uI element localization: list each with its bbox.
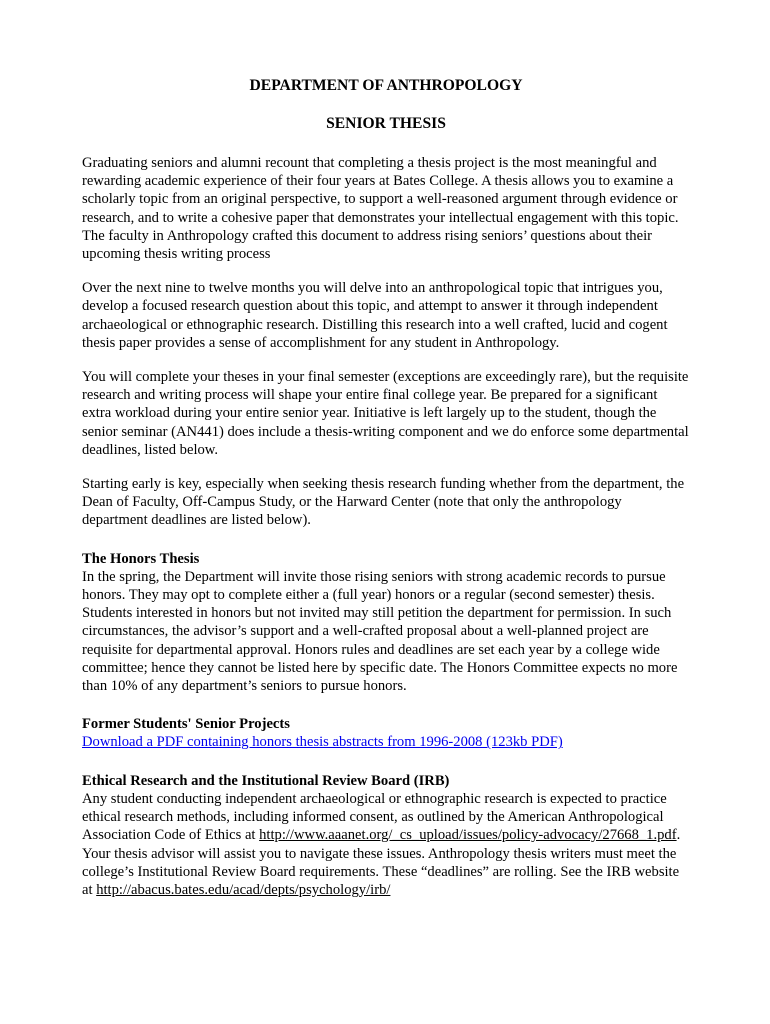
honors-section — [82, 550, 690, 696]
former-projects-heading: Former Students' Senior Projects — [82, 716, 290, 733]
former-projects-section — [82, 715, 690, 751]
honors-body: In the spring, the Department will invite those rising seniors with strong academic records to pursue honors. They may opt to complete either a (full year) honors or a regular (second semester) thesis. Students interested in honors but not invited may still petition the department for permission. In such circumstances, the advisor’s support and a well-crafted proposal about a well-planned project are requisite for departmental approval. Honors rules and deadlines are set each year by a college wide committee; hence they cannot be listed here by specific date. The Honors Committee expects no more than 10% of any department’s seniors to pursue honors. — [82, 568, 678, 695]
abstracts-pdf-link[interactable]: Download a PDF containing honors thesis abstracts from 1996-2008 (123kb PDF) — [82, 734, 563, 751]
document-body — [82, 76, 690, 899]
irb-text-middle: . Your thesis advisor will assist you to navigate these issues. Anthropology thesis writers must meet the college’s Institutional Review Board requirements. These “deadlines” are rolling. See the IRB website at — [82, 827, 681, 898]
workload-paragraph: You will complete your theses in your final semester (exceptions are exceedingly rare), but the requisite research and writing process will shape your entire final college year. Be prepared for a significant extra workload during your entire senior year. Initiative is left largely up to the student, though the senior seminar (AN441) does include a thesis-writing component and we do enforce some departmental deadlines, listed below. — [82, 369, 689, 458]
irb-body — [82, 790, 690, 899]
irb-section — [82, 772, 690, 899]
timeline-paragraph: Over the next nine to twelve months you will delve into an anthropological topic that intrigues you, develop a focused research question about this topic, and attempt to answer it through independent archaeological or ethnographic research. Distilling this research into a well crafted, lucid and cogent thesis paper provides a sense of accomplishment for any student in Anthropology. — [82, 280, 668, 351]
honors-heading: The Honors Thesis — [82, 550, 200, 567]
irb-heading: Ethical Research and the Institutional Review Board (IRB) — [82, 772, 450, 789]
irb-text-intro: Any student conducting independent archaeological or ethnographic research is expected to practice ethical research methods, including informed consent, as outlined by the American Anthropological Association Code of Ethics at — [82, 790, 667, 844]
irb-website-link[interactable]: http://abacus.bates.edu/acad/depts/psychology/irb/ — [96, 881, 391, 898]
intro-paragraph: Graduating seniors and alumni recount that completing a thesis project is the most meaningful and rewarding academic experience of their four years at Bates College. A thesis allows you to examine a scholarly topic from an original perspective, to support a well-reasoned argument through evidence or research, and to write a cohesive paper that demonstrates your intellectual engagement with this topic. The faculty in Anthropology crafted this document to address rising seniors’ questions about their upcoming thesis writing process — [82, 155, 679, 263]
aaa-ethics-link[interactable]: http://www.aaanet.org/_cs_upload/issues/policy-advocacy/27668_1.pdf — [259, 827, 677, 844]
document-subtitle: SENIOR THESIS — [326, 115, 446, 132]
funding-paragraph: Starting early is key, especially when seeking thesis research funding whether from the department, the Dean of Faculty, Off-Campus Study, or the Harward Center (note that only the anthropology department deadlines are listed below). — [82, 476, 685, 529]
department-title: DEPARTMENT OF ANTHROPOLOGY — [249, 77, 523, 94]
